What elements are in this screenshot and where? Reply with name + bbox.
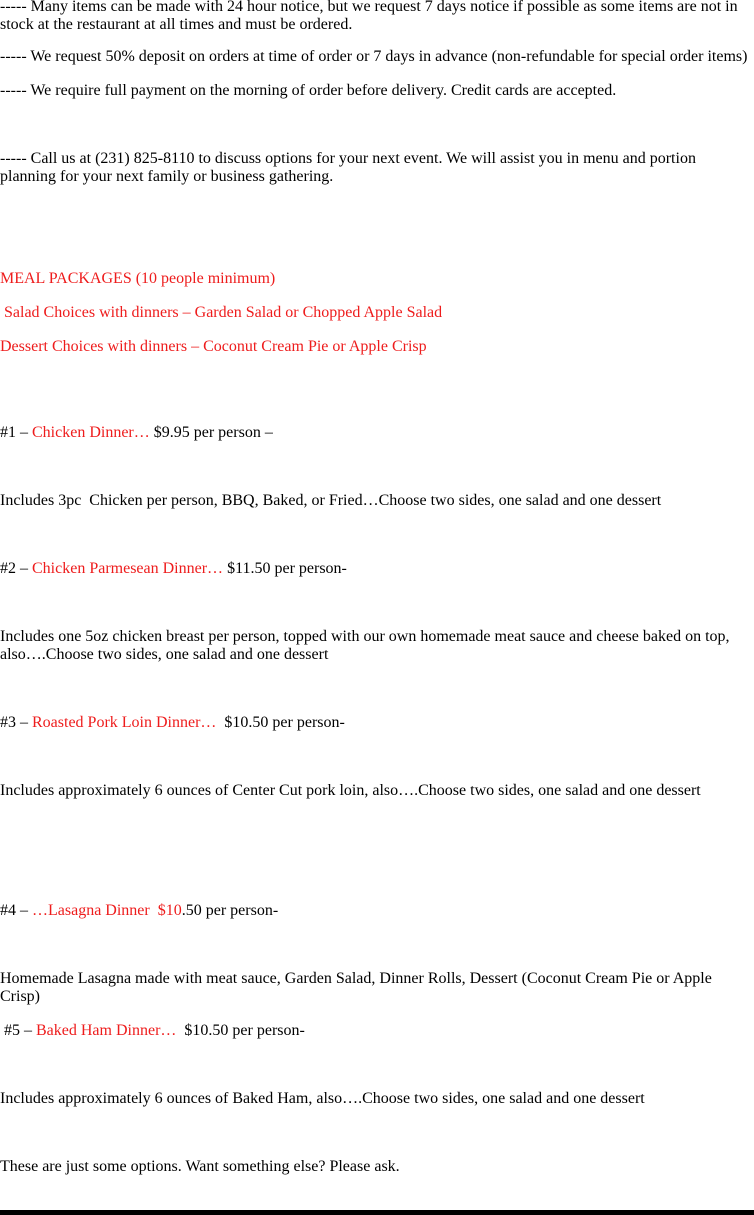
dinner-3-title [0,714,754,732]
dinner-4-description: Homemade Lasagna made with meat sauce, Garden Salad, Dinner Rolls, Dessert (Coconut Cream Pie or Apple Crisp) [0,970,712,1005]
bottom-border [0,1210,754,1215]
dinner-3-name: Roasted Pork Loin Dinner… [32,714,217,731]
dinner-4-number: #4 – [0,902,32,919]
dinner-3-description: Includes approximately 6 ounces of Center Cut pork loin, also….Choose two sides, one salad and one dessert [0,782,701,799]
dinner-1-description: Includes 3pc Chicken per person, BBQ, Baked, or Fried…Choose two sides, one salad and one dessert [0,492,662,509]
dinner-3-number: #3 – [0,714,32,731]
closing-note: These are just some options. Want something else? Please ask. [0,1158,400,1175]
dinner-5-number: #5 – [0,1022,36,1039]
dinner-1-title [0,424,754,442]
salad-choices: Salad Choices with dinners – Garden Salad or Chopped Apple Salad [0,304,443,321]
note-call-us: ----- Call us at (231) 825-8110 to discuss options for your next event. We will assist you in menu and portion planning for your next family or business gathering. [0,150,696,185]
dinner-2-number: #2 – [0,560,32,577]
dinner-5-description: Includes approximately 6 ounces of Baked Ham, also….Choose two sides, one salad and one dessert [0,1090,645,1107]
dinner-1-price: $9.95 per person – [149,424,273,441]
dinner-1-number: #1 – [0,424,32,441]
dessert-choices: Dessert Choices with dinners – Coconut Cream Pie or Apple Crisp [0,338,427,355]
dinner-1-name: Chicken Dinner… [32,424,150,441]
dinner-3-price: $10.50 per person- [216,714,345,731]
note-deposit: ----- We request 50% deposit on orders at time of order or 7 days in advance (non-refundable for special order items) [0,48,748,65]
dinner-2-name: Chicken Parmesean Dinner… [32,560,224,577]
dinner-5-title [0,1022,754,1040]
dinner-2-price: $11.50 per person- [223,560,347,577]
meal-packages-heading: MEAL PACKAGES (10 people minimum) [0,270,276,287]
note-notice-period: ----- Many items can be made with 24 hour notice, but we request 7 days notice if possible as some items are not in stock at the restaurant at all times and must be ordered. [0,0,738,33]
dinner-4-title [0,902,754,920]
note-payment: ----- We require full payment on the morning of order before delivery. Credit cards are accepted. [0,82,617,99]
dinner-4-name: …Lasagna Dinner $10 [32,902,182,919]
dinner-4-price: .50 per person- [181,902,279,919]
dinner-2-description: Includes one 5oz chicken breast per person, topped with our own homemade meat sauce and cheese baked on top, also….Choose two sides, one salad and one dessert [0,628,730,663]
dinner-5-name: Baked Ham Dinner… [36,1022,177,1039]
dinner-5-price: $10.50 per person- [176,1022,305,1039]
dinner-2-title [0,560,754,578]
